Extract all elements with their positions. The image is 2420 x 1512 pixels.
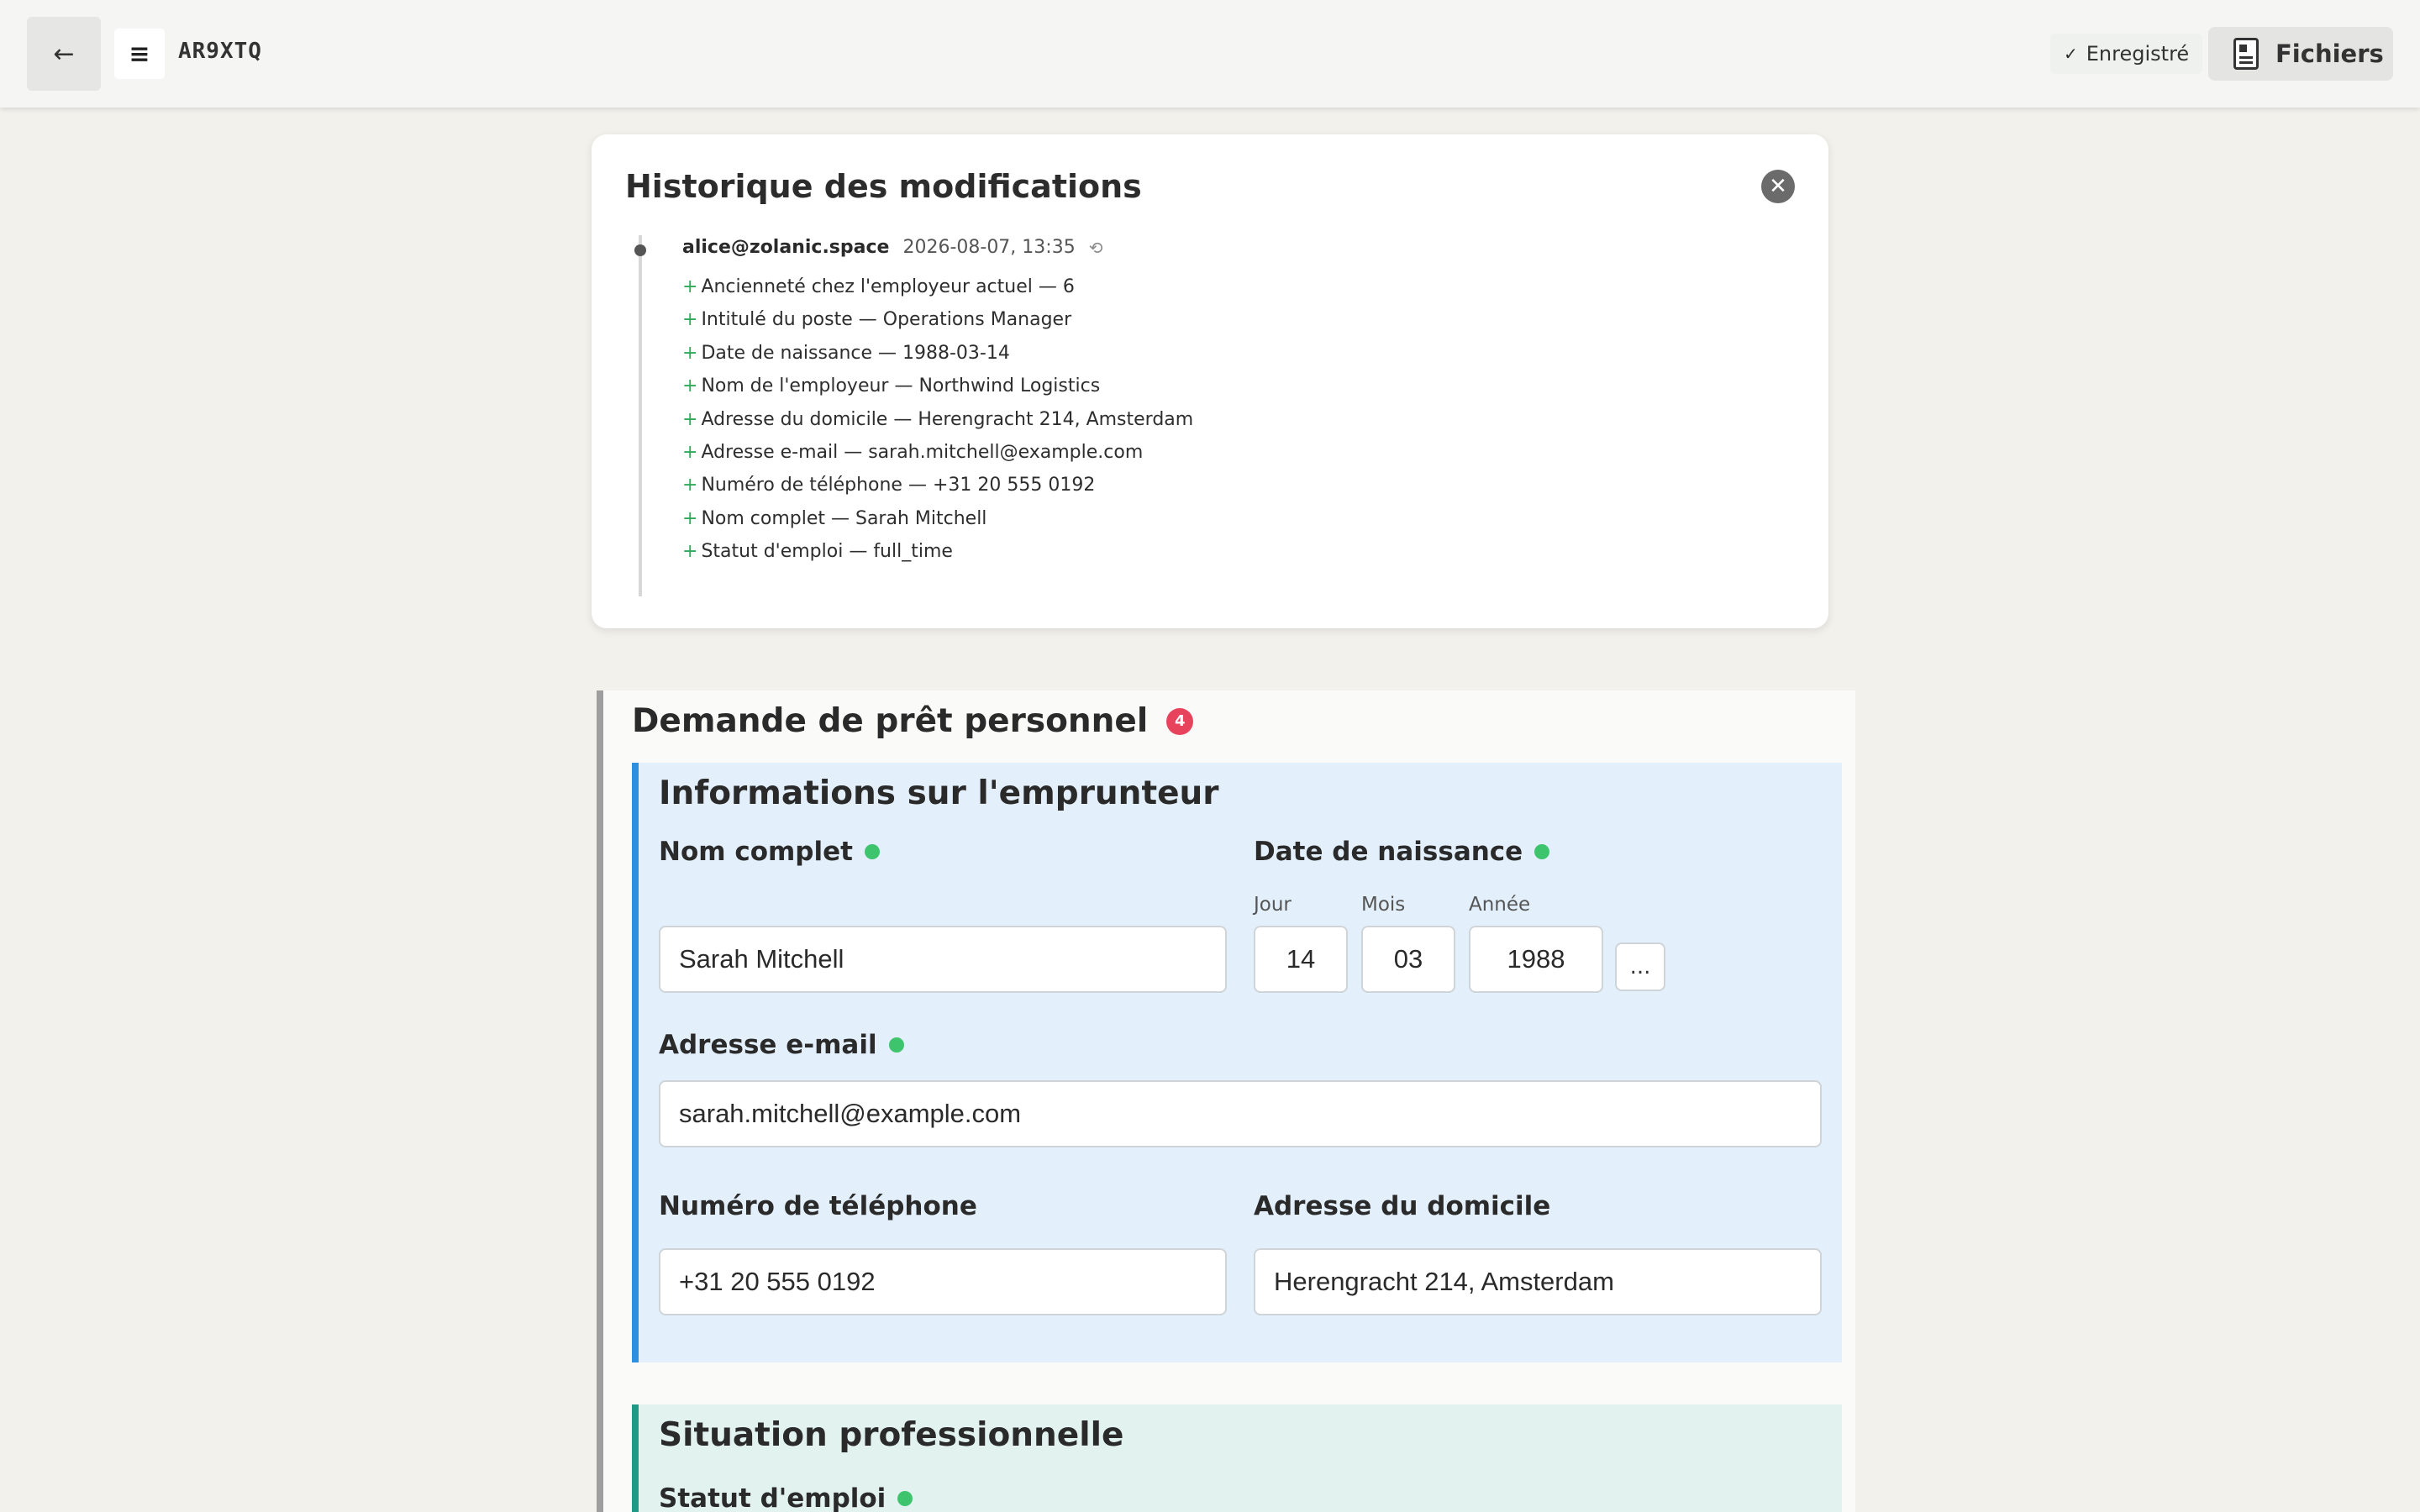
employment-section xyxy=(632,1404,1842,1512)
document-icon xyxy=(2233,38,2259,70)
error-count-badge[interactable]: 4 xyxy=(1166,708,1193,735)
email-label: Adresse e-mail xyxy=(659,1030,904,1060)
date-picker-button[interactable]: ... xyxy=(1615,942,1665,991)
document-code: AR9XTQ xyxy=(178,39,262,64)
history-entry-timestamp: 2026-08-07, 13:35 xyxy=(902,237,1076,258)
address-label: Adresse du domicile xyxy=(1254,1191,1551,1221)
birth-year-input[interactable]: 1988 xyxy=(1469,926,1603,993)
year-label: Année xyxy=(1469,894,1531,916)
plus-icon: + xyxy=(682,541,698,563)
files-button-label: Fichiers xyxy=(2275,39,2384,68)
plus-icon: + xyxy=(682,276,698,297)
arrow-left-icon: ← xyxy=(53,39,75,69)
valid-indicator xyxy=(897,1491,913,1506)
address-input[interactable]: Herengracht 214, Amsterdam xyxy=(1254,1248,1822,1315)
email-input[interactable]: sarah.mitchell@example.com xyxy=(659,1080,1822,1147)
saved-status-badge xyxy=(2050,34,2202,74)
back-button[interactable] xyxy=(27,17,101,91)
timeline-dot xyxy=(634,244,646,256)
restore-history-icon[interactable]: ⟲ xyxy=(1088,237,1103,258)
history-change-list xyxy=(682,270,1193,569)
files-button[interactable] xyxy=(2208,27,2393,81)
history-change-item: + Adresse e-mail — sarah.mitchell@example.com xyxy=(682,442,1144,464)
menu-button[interactable] xyxy=(114,29,165,79)
plus-icon: + xyxy=(682,408,698,430)
plus-icon: + xyxy=(682,442,698,464)
history-entry-author: alice@zolanic.space xyxy=(682,237,890,258)
plus-icon: + xyxy=(682,475,698,496)
history-change-item: + Nom de l'employeur — Northwind Logistics xyxy=(682,375,1101,397)
plus-icon: + xyxy=(682,507,698,529)
saved-status-label: Enregistré xyxy=(2086,42,2190,66)
history-panel xyxy=(592,134,1828,628)
phone-input[interactable]: +31 20 555 0192 xyxy=(659,1248,1227,1315)
loan-form xyxy=(597,690,1855,1512)
valid-indicator xyxy=(1534,844,1549,859)
valid-indicator xyxy=(889,1037,904,1053)
form-title xyxy=(632,702,1193,740)
close-history-button[interactable] xyxy=(1761,170,1795,203)
history-title: Historique des modifications xyxy=(625,168,1142,205)
check-icon: ✓ xyxy=(2064,44,2078,64)
close-icon: ✕ xyxy=(1769,174,1787,199)
history-change-item: + Adresse du domicile — Herengracht 214, Amsterdam xyxy=(682,408,1194,430)
timeline-line xyxy=(639,235,642,596)
top-bar xyxy=(0,0,2420,108)
plus-icon: + xyxy=(682,309,698,331)
form-title-text: Demande de prêt personnel xyxy=(632,702,1149,740)
history-change-item: + Statut d'emploi — full_time xyxy=(682,541,953,563)
plus-icon: + xyxy=(682,375,698,397)
month-label: Mois xyxy=(1361,894,1406,916)
history-change-item: + Intitulé du poste — Operations Manager xyxy=(682,309,1072,331)
full-name-input[interactable]: Sarah Mitchell xyxy=(659,926,1227,993)
employment-section-title: Situation professionnelle xyxy=(659,1416,1124,1454)
history-change-item: + Date de naissance — 1988-03-14 xyxy=(682,342,1010,364)
plus-icon: + xyxy=(682,342,698,364)
hamburger-icon: ≡ xyxy=(129,39,150,69)
borrower-section xyxy=(632,763,1842,1362)
full-name-label: Nom complet xyxy=(659,837,880,867)
birth-date-label: Date de naissance xyxy=(1254,837,1549,867)
birth-day-input[interactable]: 14 xyxy=(1254,926,1348,993)
history-change-item: + Ancienneté chez l'employeur actuel — 6 xyxy=(682,276,1075,297)
valid-indicator xyxy=(865,844,880,859)
birth-month-input[interactable]: 03 xyxy=(1361,926,1455,993)
day-label: Jour xyxy=(1254,894,1292,916)
employment-status-label: Statut d'emploi xyxy=(659,1483,913,1512)
history-change-item: + Nom complet — Sarah Mitchell xyxy=(682,507,987,529)
phone-label: Numéro de téléphone xyxy=(659,1191,977,1221)
borrower-section-title: Informations sur l'emprunteur xyxy=(659,774,1219,812)
history-entry-header xyxy=(682,237,1102,258)
history-change-item: + Numéro de téléphone — +31 20 555 0192 xyxy=(682,475,1096,496)
